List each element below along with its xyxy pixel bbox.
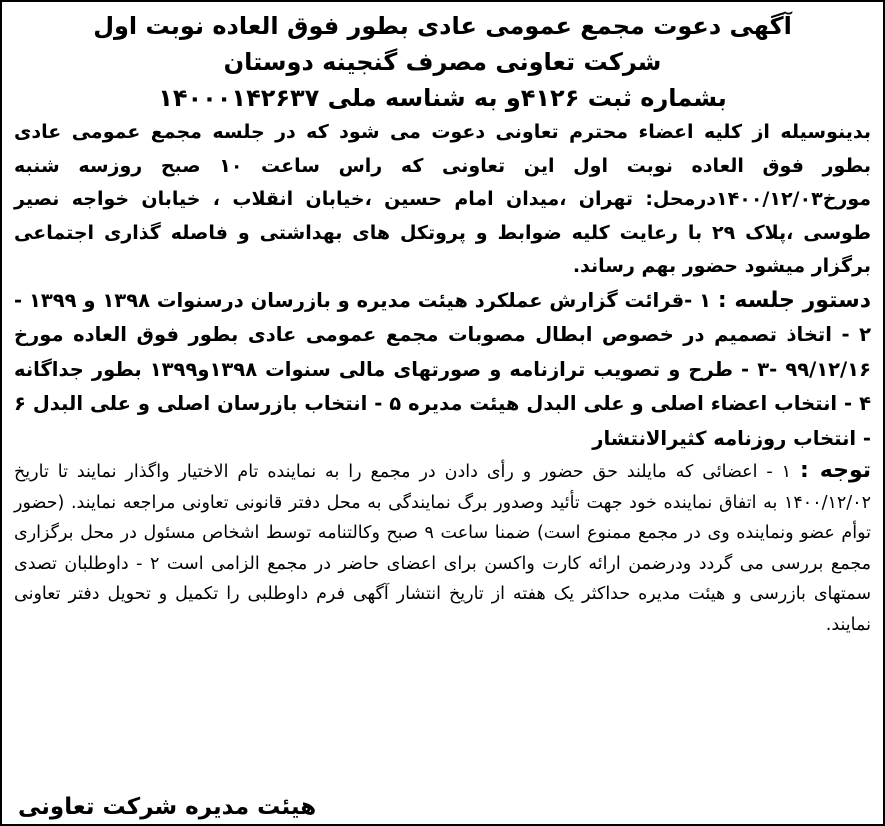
agenda-paragraph xyxy=(14,284,871,457)
agenda-label: دستور جلسه : xyxy=(717,287,871,313)
note-label: توجه : xyxy=(799,458,871,483)
notice-title: آگهی دعوت مجمع عمومی عادی بطور فوق العاده نوبت اول xyxy=(93,12,792,40)
agenda-text: ۱ -قرائت گزارش عملکرد هیئت مدیره و بازرسان درسنوات ۱۳۹۸ و ۱۳۹۹ - ۲ - اتخاذ تصمیم در خصوص ابطال مصوبات مجمع عمومی عادی بطور فوق العاده مورخ ۹۹/۱۲/۱۶ -۳ - طرح و تصویب ترازنامه و صورتهای مالی سنوات ۱۳۹۸و۱۳۹۹ بطور جداگانه ۴ - انتخاب اعضاء اصلی و علی البدل هیئت مدیره ۵ - انتخاب بازرسان اصلی و علی البدل ۶ - انتخاب روزنامه کثیرالانتشار xyxy=(14,288,871,450)
note-paragraph xyxy=(14,456,871,640)
invitation-paragraph: بدینوسیله از کلیه اعضاء محترم تعاونی دعوت می شود که در جلسه مجمع عمومی عادی بطور فوق العاده نوبت اول این تعاونی که راس ساعت ۱۰ صبح روزسه شنبه مورخ۱۴۰۰/۱۲/۰۳درمحل: تهران ،میدان امام حسین ،خیابان انقلاب ، خیابان خواجه نصیر طوسی ،پلاک ۲۹ با رعایت کلیه ضوابط و پروتکل های بهداشتی و فاصله گذاری اجتماعی برگزار میشود حضور بهم رساند. xyxy=(14,121,871,277)
company-name: شرکت تعاونی مصرف گنجینه دوستان xyxy=(223,48,662,76)
note-text: ۱ - اعضائی که مایلند حق حضور و رأی دادن در مجمع را به نماینده تام الاختیار واگذار نمایند تا تاریخ ۱۴۰۰/۱۲/۰۲ به اتفاق نماینده خود جهت تأئید وصدور برگ نمایندگی به محل دفتر قانونی تعاونی مراجعه نمایند. (حضور توأم عضو ونماینده وی در مجمع ممنوع است) ضمنا ساعت ۹ صبح وکالتنامه توسط اشخاص مسئول در محل برگزاری مجمع بررسی می گردد ودرضمن ارائه کارت واکسن برای اعضای حاضر در مجمع الزامی است ۲ - داوطلبان تصدی سمتهای بازرسی و هیئت مدیره حداکثر یک هفته از تاریخ انتشار آگهی فرم داوطلبی را تکمیل و تحویل دفتر تعاونی نمایند. xyxy=(14,462,871,635)
signature: هیئت مدیره شرکت تعاونی xyxy=(18,794,317,820)
registration-info: بشماره ثبت ۴۱۲۶و به شناسه ملی ۱۴۰۰۰۱۴۲۶۳۷ xyxy=(158,84,727,112)
